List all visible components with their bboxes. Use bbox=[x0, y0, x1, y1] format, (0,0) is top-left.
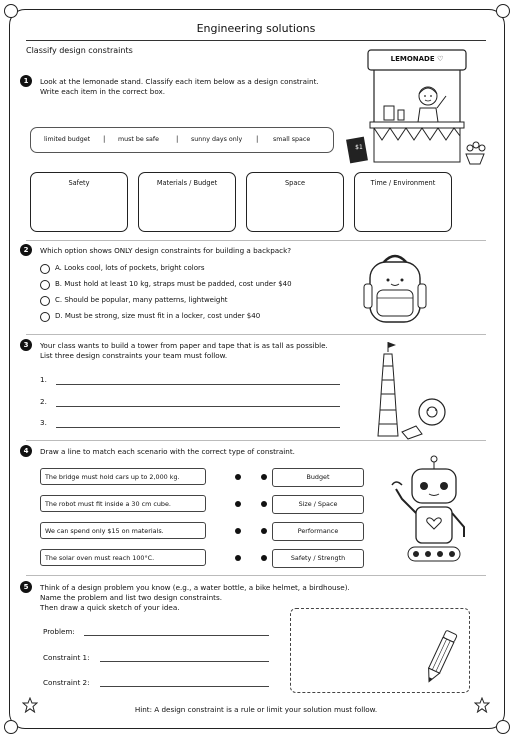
match-dot-right[interactable] bbox=[261, 474, 267, 480]
section-divider bbox=[26, 240, 486, 241]
constraint-2-label: Constraint 2: bbox=[43, 678, 90, 687]
question-3-line-1: Your class wants to build a tower from paper and tape that is as tall as possible. bbox=[40, 341, 328, 350]
match-dot-left[interactable] bbox=[235, 528, 241, 534]
answer-line[interactable] bbox=[56, 384, 340, 385]
section-divider bbox=[26, 440, 486, 441]
option-b-radio[interactable] bbox=[40, 280, 50, 290]
item-word: sunny days only bbox=[191, 136, 243, 143]
question-1-text bbox=[40, 77, 319, 97]
question-5-line-3: Then draw a quick sketch of your idea. bbox=[40, 603, 180, 612]
item-separator: | bbox=[256, 135, 259, 143]
item-word: limited budget bbox=[44, 136, 91, 143]
problem-line[interactable] bbox=[84, 635, 269, 636]
option-d-label: D. Must be strong, size must fit in a locker, cost under $40 bbox=[55, 312, 261, 320]
classify-box-time[interactable] bbox=[354, 172, 452, 232]
question-4-text: Draw a line to match each scenario with the correct type of constraint. bbox=[40, 447, 295, 456]
question-number: 5 bbox=[20, 581, 32, 593]
question-number: 2 bbox=[20, 244, 32, 256]
page-subtitle: Classify design constraints bbox=[26, 46, 133, 55]
answer-line[interactable] bbox=[56, 406, 340, 407]
option-a-label: A. Looks cool, lots of pockets, bright colors bbox=[55, 264, 205, 272]
question-2-text: Which option shows ONLY design constraints for building a backpack? bbox=[40, 246, 292, 255]
option-b-label: B. Must hold at least 10 kg, straps must be padded, cost under $40 bbox=[55, 280, 292, 288]
option-d-radio[interactable] bbox=[40, 312, 50, 322]
constraint-1-line[interactable] bbox=[100, 661, 269, 662]
paper-tower-illustration bbox=[372, 340, 452, 440]
constraint-1-label: Constraint 1: bbox=[43, 653, 90, 662]
section-divider bbox=[26, 334, 486, 335]
classify-box-materials[interactable] bbox=[138, 172, 236, 232]
pencil-icon bbox=[420, 628, 460, 688]
question-3-text bbox=[40, 341, 328, 361]
classify-box-safety[interactable] bbox=[30, 172, 128, 232]
classify-box-space[interactable] bbox=[246, 172, 344, 232]
question-3-line-2: List three design constraints your team must follow. bbox=[40, 351, 228, 360]
match-dot-left[interactable] bbox=[235, 474, 241, 480]
box-label: Time / Environment bbox=[370, 179, 436, 187]
robot-illustration bbox=[384, 455, 484, 563]
page-title: Engineering solutions bbox=[196, 22, 316, 35]
corner-circle bbox=[4, 4, 18, 18]
box-label: Safety bbox=[68, 179, 90, 187]
corner-circle bbox=[496, 720, 510, 734]
item-separator: | bbox=[176, 135, 179, 143]
option-c-label: C. Should be popular, many patterns, lightweight bbox=[55, 296, 228, 304]
question-1-line-1: Look at the lemonade stand. Classify each item below as a design constraint. bbox=[40, 77, 319, 86]
stand-sign-text: LEMONADE ♡ bbox=[390, 55, 444, 63]
question-number: 4 bbox=[20, 445, 32, 457]
hint-text: Hint: A design constraint is a rule or limit your solution must follow. bbox=[134, 705, 378, 714]
item-word: small space bbox=[273, 136, 311, 143]
corner-circle bbox=[4, 720, 18, 734]
answer-line-number: 2. bbox=[40, 397, 47, 406]
box-label: Space bbox=[284, 179, 306, 187]
match-dot-left[interactable] bbox=[235, 501, 241, 507]
backpack-illustration bbox=[360, 250, 430, 330]
answer-line[interactable] bbox=[56, 427, 340, 428]
constraint-type-card: Safety / Strength bbox=[272, 549, 364, 568]
price-sign-text: $1 bbox=[355, 144, 363, 151]
corner-circle bbox=[496, 4, 510, 18]
title-divider bbox=[26, 40, 486, 41]
scenario-card: We can spend only $15 on materials. bbox=[40, 522, 206, 539]
item-separator: | bbox=[103, 135, 106, 143]
problem-label: Problem: bbox=[43, 627, 75, 636]
question-number: 3 bbox=[20, 339, 32, 351]
match-dot-right[interactable] bbox=[261, 555, 267, 561]
item-word: must be safe bbox=[118, 136, 159, 143]
constraint-type-card: Size / Space bbox=[272, 495, 364, 514]
match-dot-left[interactable] bbox=[235, 555, 241, 561]
section-divider bbox=[26, 575, 486, 576]
question-5-line-2: Name the problem and list two design constraints. bbox=[40, 593, 222, 602]
constraint-2-line[interactable] bbox=[100, 686, 269, 687]
match-dot-right[interactable] bbox=[261, 501, 267, 507]
scenario-card: The solar oven must reach 100°C. bbox=[40, 549, 206, 566]
constraint-type-card: Performance bbox=[272, 522, 364, 541]
item-bank bbox=[30, 127, 334, 153]
answer-line-number: 3. bbox=[40, 418, 47, 427]
box-label: Materials / Budget bbox=[156, 179, 218, 187]
option-c-radio[interactable] bbox=[40, 296, 50, 306]
match-dot-right[interactable] bbox=[261, 528, 267, 534]
question-1-line-2: Write each item in the correct box. bbox=[40, 87, 166, 96]
option-a-radio[interactable] bbox=[40, 264, 50, 274]
question-5-line-1: Think of a design problem you know (e.g., a water bottle, a bike helmet, a birdhouse). bbox=[40, 583, 350, 592]
answer-line-number: 1. bbox=[40, 375, 47, 384]
constraint-type-card: Budget bbox=[272, 468, 364, 487]
question-number: 1 bbox=[20, 75, 32, 87]
scenario-card: The bridge must hold cars up to 2,000 kg. bbox=[40, 468, 206, 485]
scenario-card: The robot must fit inside a 30 cm cube. bbox=[40, 495, 206, 512]
